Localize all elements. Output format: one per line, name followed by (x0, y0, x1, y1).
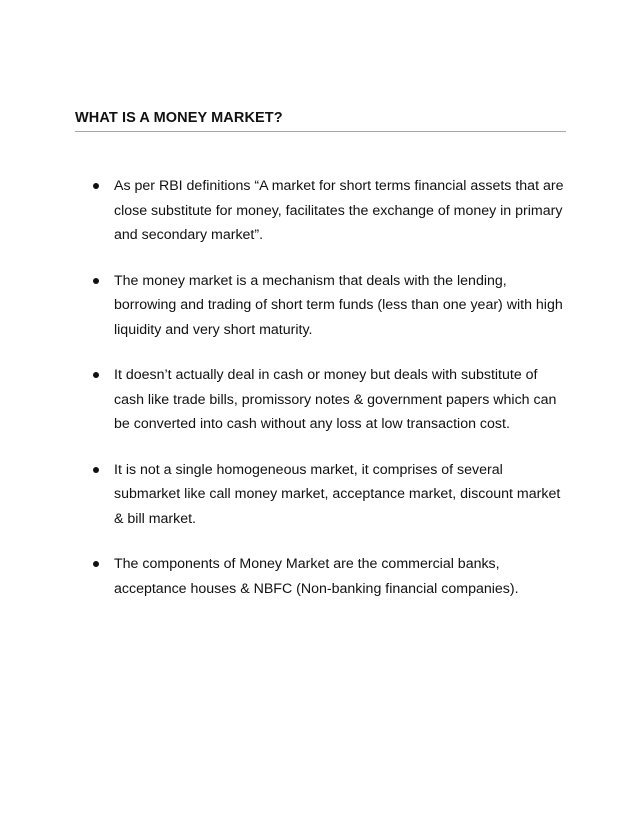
heading-underline (75, 131, 566, 132)
page-title: WHAT IS A MONEY MARKET? (75, 110, 283, 126)
list-item (93, 552, 568, 601)
bullet-icon (93, 372, 99, 378)
list-item (93, 363, 568, 437)
list-item-text: The money market is a mechanism that deals with the lending, borrowing and trading of short term funds (less than one year) with high liquidity and very short maturity. (114, 272, 563, 338)
list-item (93, 269, 568, 343)
bullet-list (93, 174, 568, 622)
list-item-text: It is not a single homogeneous market, it comprises of several submarket like call money market, acceptance market, discount market & bill market. (114, 461, 561, 527)
bullet-icon (93, 183, 99, 189)
bullet-icon (93, 278, 99, 284)
list-item-text: It doesn’t actually deal in cash or money but deals with substitute of cash like trade bills, promissory notes & government papers which can be converted into cash without any loss at low transaction cost. (114, 367, 557, 432)
list-item (93, 174, 568, 248)
list-item (93, 458, 568, 532)
list-item-text: As per RBI definitions “A market for short terms financial assets that are close substitute for money, facilitates the exchange of money in primary and secondary market”. (114, 178, 564, 243)
list-item-text: The components of Money Market are the commercial banks, acceptance houses & NBFC (Non-banking financial companies). (114, 556, 519, 597)
bullet-icon (93, 561, 99, 567)
bullet-icon (93, 467, 99, 473)
